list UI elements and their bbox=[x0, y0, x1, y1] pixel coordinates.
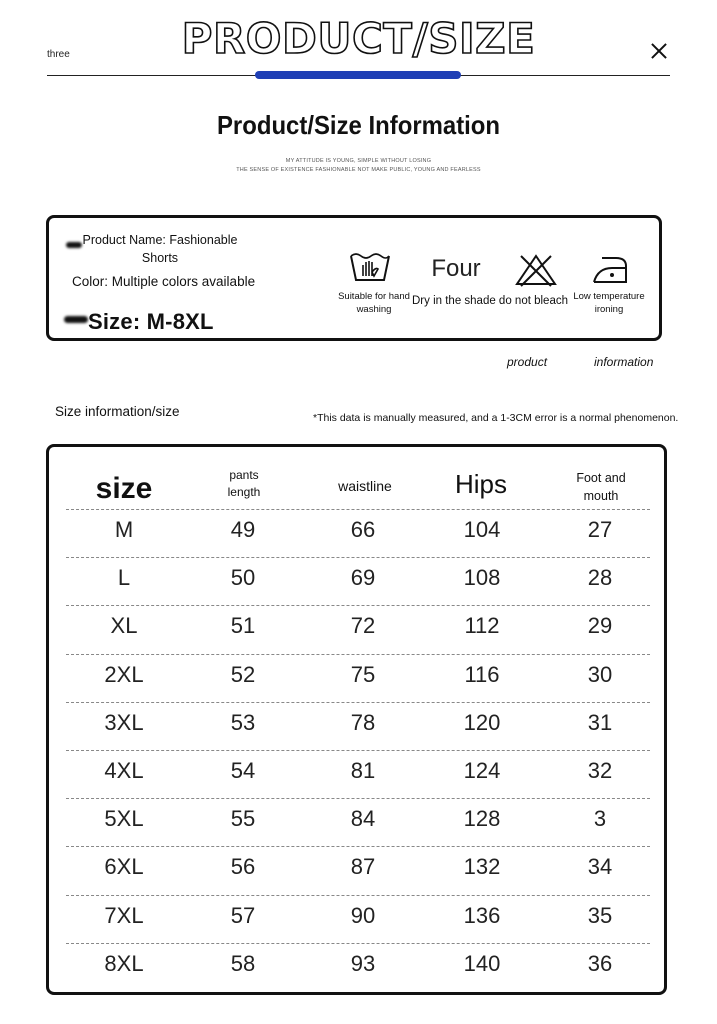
table-cell: 28 bbox=[587, 565, 613, 591]
close-icon[interactable] bbox=[648, 40, 670, 62]
table-cell-size: 7XL bbox=[104, 902, 144, 928]
table-cell: 112 bbox=[464, 613, 500, 639]
table-cell: 84 bbox=[350, 806, 376, 832]
table-cell: 132 bbox=[463, 854, 501, 880]
table-cell: 29 bbox=[587, 613, 613, 639]
table-cell: 93 bbox=[350, 950, 376, 976]
table-cell: 81 bbox=[350, 758, 376, 783]
table-cell: 72 bbox=[350, 613, 376, 639]
header-pants-length: pants length bbox=[227, 468, 261, 499]
table-cell-size: 3XL bbox=[104, 709, 144, 735]
table-cell: 90 bbox=[350, 902, 376, 928]
table-cell: 50 bbox=[230, 565, 256, 591]
table-cell: 27 bbox=[587, 517, 613, 542]
table-cell: 49 bbox=[230, 517, 256, 542]
product-size: Size: M-8XL bbox=[88, 309, 214, 334]
tagline-line-1: MY ATTITUDE IS YOUNG, SIMPLE WITHOUT LOSING bbox=[285, 158, 432, 164]
table-cell: 3 bbox=[593, 806, 607, 832]
row-divider bbox=[66, 605, 650, 606]
iron-label: Low temperature ironing bbox=[573, 291, 645, 315]
bullet-mark bbox=[64, 316, 88, 323]
table-cell: 136 bbox=[463, 902, 501, 928]
table-cell: 32 bbox=[587, 758, 613, 783]
table-cell-size: 6XL bbox=[104, 854, 144, 880]
size-info-label: Size information/size bbox=[55, 404, 180, 419]
table-cell: 108 bbox=[463, 565, 501, 591]
table-cell: 140 bbox=[463, 950, 501, 976]
table-cell: 52 bbox=[230, 661, 256, 687]
table-cell: 56 bbox=[230, 854, 256, 880]
section-title: Product/Size Information bbox=[216, 110, 501, 140]
header-accent-bar bbox=[255, 71, 461, 79]
low-temp-iron-icon bbox=[588, 252, 632, 288]
table-cell: 124 bbox=[463, 758, 501, 783]
row-divider bbox=[66, 750, 650, 751]
table-cell: 120 bbox=[463, 709, 501, 735]
no-bleach-icon bbox=[513, 252, 559, 288]
tagline-line-2: THE SENSE OF EXISTENCE FASHIONABLE NOT MAKE PUBLIC, YOUNG AND FEARLESS bbox=[236, 167, 481, 173]
table-cell: 58 bbox=[230, 950, 256, 976]
header-size: size bbox=[95, 472, 153, 505]
shade-dry-label: Dry in the shade do not bleach bbox=[412, 295, 568, 307]
table-cell: 104 bbox=[463, 517, 501, 542]
table-cell: 31 bbox=[587, 709, 613, 735]
table-cell: 116 bbox=[464, 661, 500, 687]
caption-product: product bbox=[507, 355, 548, 369]
table-cell: 57 bbox=[230, 902, 256, 928]
table-cell-size: 5XL bbox=[104, 806, 144, 832]
caption-information: information bbox=[594, 355, 654, 369]
header-waistline: waistline bbox=[338, 478, 392, 494]
table-cell-size: 2XL bbox=[104, 661, 144, 687]
product-color: Color: Multiple colors available bbox=[72, 274, 256, 289]
table-cell-size: XL bbox=[110, 613, 138, 639]
table-cell-size: 8XL bbox=[104, 950, 144, 976]
table-cell: 36 bbox=[587, 950, 613, 976]
header-hips: Hips bbox=[454, 469, 507, 499]
table-cell: 35 bbox=[587, 902, 613, 928]
header-foot-mouth: Foot and mouth bbox=[576, 471, 626, 503]
row-divider bbox=[66, 798, 650, 799]
table-cell-size: L bbox=[117, 565, 131, 591]
table-cell: 69 bbox=[350, 565, 376, 591]
row-divider bbox=[66, 654, 650, 655]
hand-wash-icon bbox=[348, 250, 392, 286]
table-cell: 78 bbox=[350, 709, 376, 735]
table-cell: 75 bbox=[350, 661, 376, 687]
page-title: PRODUCT/SIZE bbox=[181, 14, 536, 63]
table-cell: 66 bbox=[350, 517, 376, 542]
row-divider bbox=[66, 509, 650, 510]
table-cell: 54 bbox=[230, 758, 256, 783]
row-divider bbox=[66, 557, 650, 558]
table-cell: 53 bbox=[230, 709, 256, 735]
table-cell: 30 bbox=[587, 661, 613, 687]
table-cell: 128 bbox=[463, 806, 501, 832]
table-cell: 87 bbox=[350, 854, 376, 880]
table-cell-size: M bbox=[114, 517, 134, 542]
care-four-text: Four bbox=[431, 255, 481, 282]
row-divider bbox=[66, 943, 650, 944]
table-cell: 51 bbox=[230, 613, 256, 639]
row-divider bbox=[66, 895, 650, 896]
row-divider bbox=[66, 702, 650, 703]
brand-label: three bbox=[47, 49, 70, 60]
table-cell: 55 bbox=[230, 806, 256, 832]
table-cell-size: 4XL bbox=[104, 758, 144, 783]
product-name: Product Name: Fashionable Shorts bbox=[82, 233, 238, 265]
row-divider bbox=[66, 846, 650, 847]
table-cell: 34 bbox=[587, 854, 613, 880]
measurement-note: *This data is manually measured, and a 1-3CM error is a normal phenomenon. bbox=[313, 412, 679, 424]
hand-wash-label: Suitable for hand washing bbox=[338, 291, 410, 315]
